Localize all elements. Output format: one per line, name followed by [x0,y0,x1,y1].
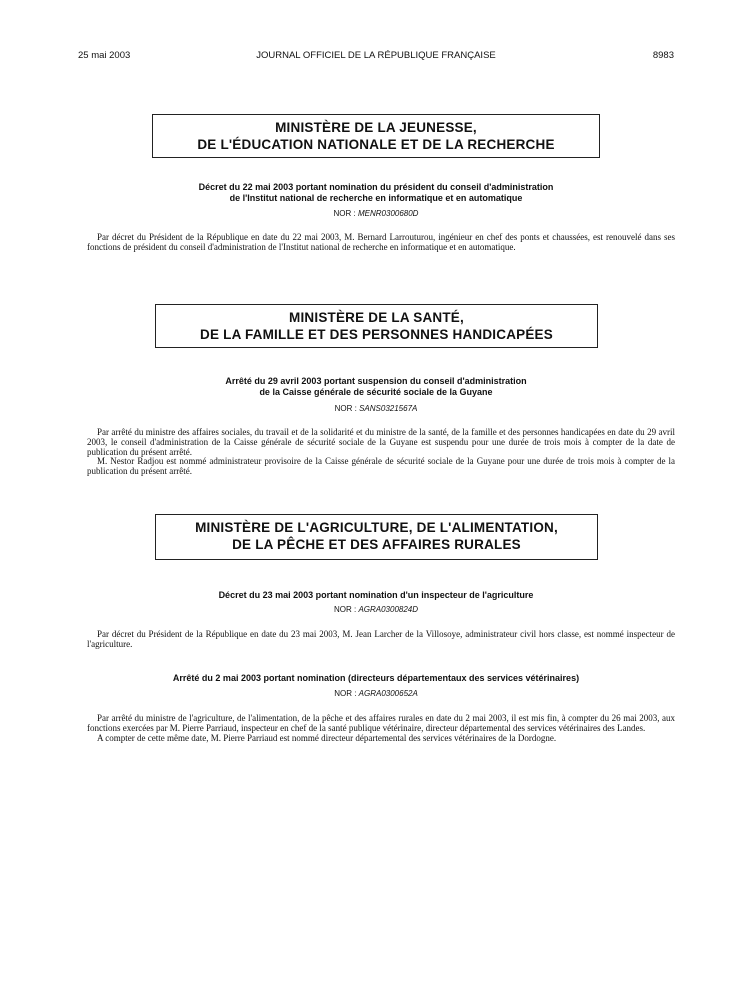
act-body [87,428,675,477]
ministry-heading-education [152,114,600,158]
ministry-line: DE LA FAMILLE ET DES PERSONNES HANDICAPÉES [200,327,553,342]
nor-label: NOR : [334,689,357,698]
act-paragraph: M. Nestor Radjou est nommé administrateur provisoire de la Caisse générale de sécurité sociale de la Guyane pour une durée de trois mois à compter de la publication du présent arrêté. [87,456,675,477]
act-title-line: Décret du 22 mai 2003 portant nomination du président du conseil d'administration [198,182,554,192]
act-paragraph: Par décret du Président de la République en date du 23 mai 2003, M. Jean Larcher de la Villosoye, administrateur civil hors classe, est nommé inspecteur de l'agriculture. [87,629,675,649]
act-title [78,376,674,398]
nor-reference [78,209,674,218]
act-body [87,233,675,253]
act-body [87,714,675,743]
act-paragraph: Par arrêté du ministre de l'agriculture, de l'alimentation, de la pêche et des affaires rurales en date du 2 mai 2003, il est mis fin, à compter du 26 mai 2003, aux fonctions exercées par M. Pierre Parriaud, inspecteur en chef de la santé publique vétérinaire, directeur départemental des services vétérinaires des Landes. [87,713,675,733]
header-date: 25 mai 2003 [78,50,131,61]
nor-reference [78,689,674,698]
page-header [78,50,674,64]
nor-code: MENR0300680D [357,209,419,218]
act-body [87,630,675,650]
ministry-heading-health [155,304,598,348]
act-title [78,182,674,204]
act-title [78,673,674,684]
act-paragraph: Par décret du Président de la République en date du 22 mai 2003, M. Bernard Larrouturou, ingénieur en chef des ponts et chaussées, est renouvelé dans ses fonctions de président du conseil d'administration de l'Institut national de recherche en informatique et en automatique. [87,232,675,252]
act-title-line: Arrêté du 2 mai 2003 portant nomination (directeurs départementaux des services vétérinaires) [172,673,580,683]
nor-reference [78,605,674,614]
act-title-line: Arrêté du 29 avril 2003 portant suspension du conseil d'administration [225,376,527,386]
act-title [78,590,674,601]
nor-label: NOR : [333,605,357,614]
ministry-line: MINISTÈRE DE L'AGRICULTURE, DE L'ALIMENTATION, [195,520,558,535]
ministry-heading-agriculture [155,514,598,560]
ministry-line: DE L'ÉDUCATION NATIONALE ET DE LA RECHERCHE [197,137,555,152]
header-page-number: 8983 [652,50,674,61]
nor-code: AGRA0300652A [358,689,418,698]
act-paragraph: Par arrêté du ministre des affaires sociales, du travail et de la solidarité et du ministre de la santé, de la famille et des personnes handicapées en date du 29 avril 2003, le conseil d'administration de la Caisse générale de sécurité sociale de la Guyane est suspendu pour une durée de trois mois à compter de la date de publication du présent arrêté. [87,427,675,457]
act-title-line: de l'Institut national de recherche en informatique et en automatique [229,193,523,203]
act-title-line: de la Caisse générale de sécurité sociale de la Guyane [259,387,493,397]
nor-reference [78,404,674,413]
ministry-line: MINISTÈRE DE LA SANTÉ, [289,310,464,325]
act-title-line: Décret du 23 mai 2003 portant nomination d'un inspecteur de l'agriculture [218,590,534,600]
nor-code: SANS0321567A [359,404,418,413]
ministry-line: MINISTÈRE DE LA JEUNESSE, [275,120,477,135]
nor-label: NOR : [334,404,357,413]
nor-code: AGRA0300824D [358,605,419,614]
nor-label: NOR : [333,209,356,218]
ministry-line: DE LA PÊCHE ET DES AFFAIRES RURALES [232,537,521,552]
header-journal-title: JOURNAL OFFICIEL DE LA RÉPUBLIQUE FRANÇAISE [256,50,496,61]
act-paragraph: A compter de cette même date, M. Pierre Parriaud est nommé directeur départemental des services vétérinaires de la Dordogne. [97,732,557,743]
